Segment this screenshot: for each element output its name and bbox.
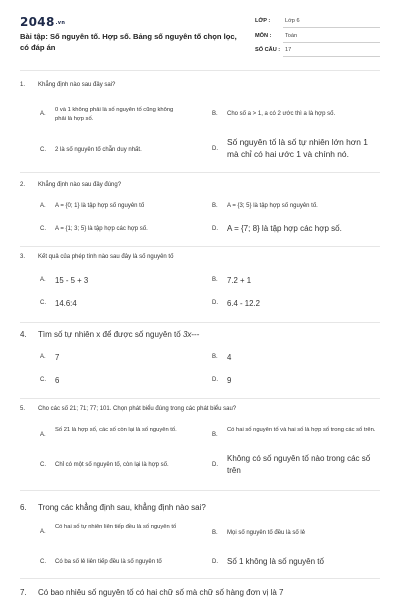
question-count-value: 17 [285, 47, 292, 53]
class-label: LỚP : [255, 18, 271, 24]
subject-underline [283, 42, 380, 43]
question-2: 2. Khẳng định nào sau đây đúng? A. A = {0; 1} là tập hợp số nguyên tố B. A = {3; 5} là tập hợp số nguyên tố. C. A = {1; 3; 5} là tập hợp các hợp số. D. A = {7; 8} là tập hợp các hợp số. [20, 182, 380, 242]
site-logo[interactable]: 2048.vn [20, 15, 66, 29]
question-count-field [255, 45, 380, 57]
question-6-text: 6. Trong các khẳng định sau, khẳng định nào sai? [20, 503, 206, 512]
subject-label: MÔN : [255, 33, 272, 39]
class-field [255, 16, 380, 28]
page-header [0, 0, 400, 70]
class-value: Lớp 6 [285, 18, 300, 24]
question-4-text: 4. Tìm số tự nhiên x để được số nguyên tố 3x--- [20, 330, 200, 339]
question-1: 1. Khẳng định nào sau đây sai? A. 0 và 1 không phải là số nguyên tố cũng không phải là hợp số. B. Cho số a > 1, a có 2 ước thì a là hợp số. C. 2 là số nguyên tố chẵn duy nhất. D. Số nguyên tố là số tự nhiên lớn hơn 1 mà chỉ có hai ước 1 và chính nó. [20, 82, 380, 172]
question-count-underline [283, 56, 380, 57]
subject-value: Toán [285, 33, 298, 39]
divider [20, 398, 380, 399]
divider [20, 490, 380, 491]
page-title: Bài tập: Số nguyên tố. Hợp số. Bảng số nguyên tố chọn lọc, có đáp án [20, 32, 237, 52]
question-2-text: 2. Khẳng định nào sau đây đúng? [20, 182, 122, 188]
question-3-text: 3. Kết quả của phép tính nào sau đây là số nguyên tố [20, 254, 174, 260]
question-count-label: SỐ CÂU : [255, 47, 281, 53]
divider [20, 322, 380, 323]
divider [20, 172, 380, 173]
question-5-text: 5. Cho các số 21; 71; 77; 101. Chọn phát biểu đúng trong các phát biểu sau? [20, 406, 237, 412]
question-6: 6. Trong các khẳng định sau, khẳng định nào sai? A. Có hai số tự nhiên liên tiếp đều là số nguyên tố B. Mọi số nguyên tố đều là số lẻ C. Có ba số lẻ liên tiếp đều là số nguyên tố D. Số 1 không là số nguyên tố [20, 503, 380, 577]
divider [20, 246, 380, 247]
question-3: 3. Kết quả của phép tính nào sau đây là số nguyên tố A. 15 - 5 + 3 B. 7.2 + 1 C. 14.6:4 D. 6.4 - 12.2 [20, 254, 380, 314]
question-5: 5. Cho các số 21; 71; 77; 101. Chọn phát biểu đúng trong các phát biểu sau? A. Số 21 là hợp số, các số còn lại là số nguyên tố. B. Có hai số nguyên tố và hai số là hợp số trong các số trên. C. Chỉ có một số nguyên tố, còn lại là hợp số. D. Không có số nguyên tố nào trong các số trên [20, 406, 380, 486]
question-7-text: 7. Có bao nhiêu số nguyên tố có hai chữ số mà chữ số hàng đơn vị là 7 [20, 588, 284, 597]
subject-field [255, 31, 380, 43]
question-7 [20, 588, 380, 600]
question-4: 4. Tìm số tự nhiên x để được số nguyên tố 3x--- A. 7 B. 4 C. 6 D. 9 [20, 330, 380, 394]
divider [20, 70, 380, 71]
question-1-text: 1. Khẳng định nào sau đây sai? [20, 82, 116, 88]
divider [20, 578, 380, 579]
class-underline [283, 27, 380, 28]
